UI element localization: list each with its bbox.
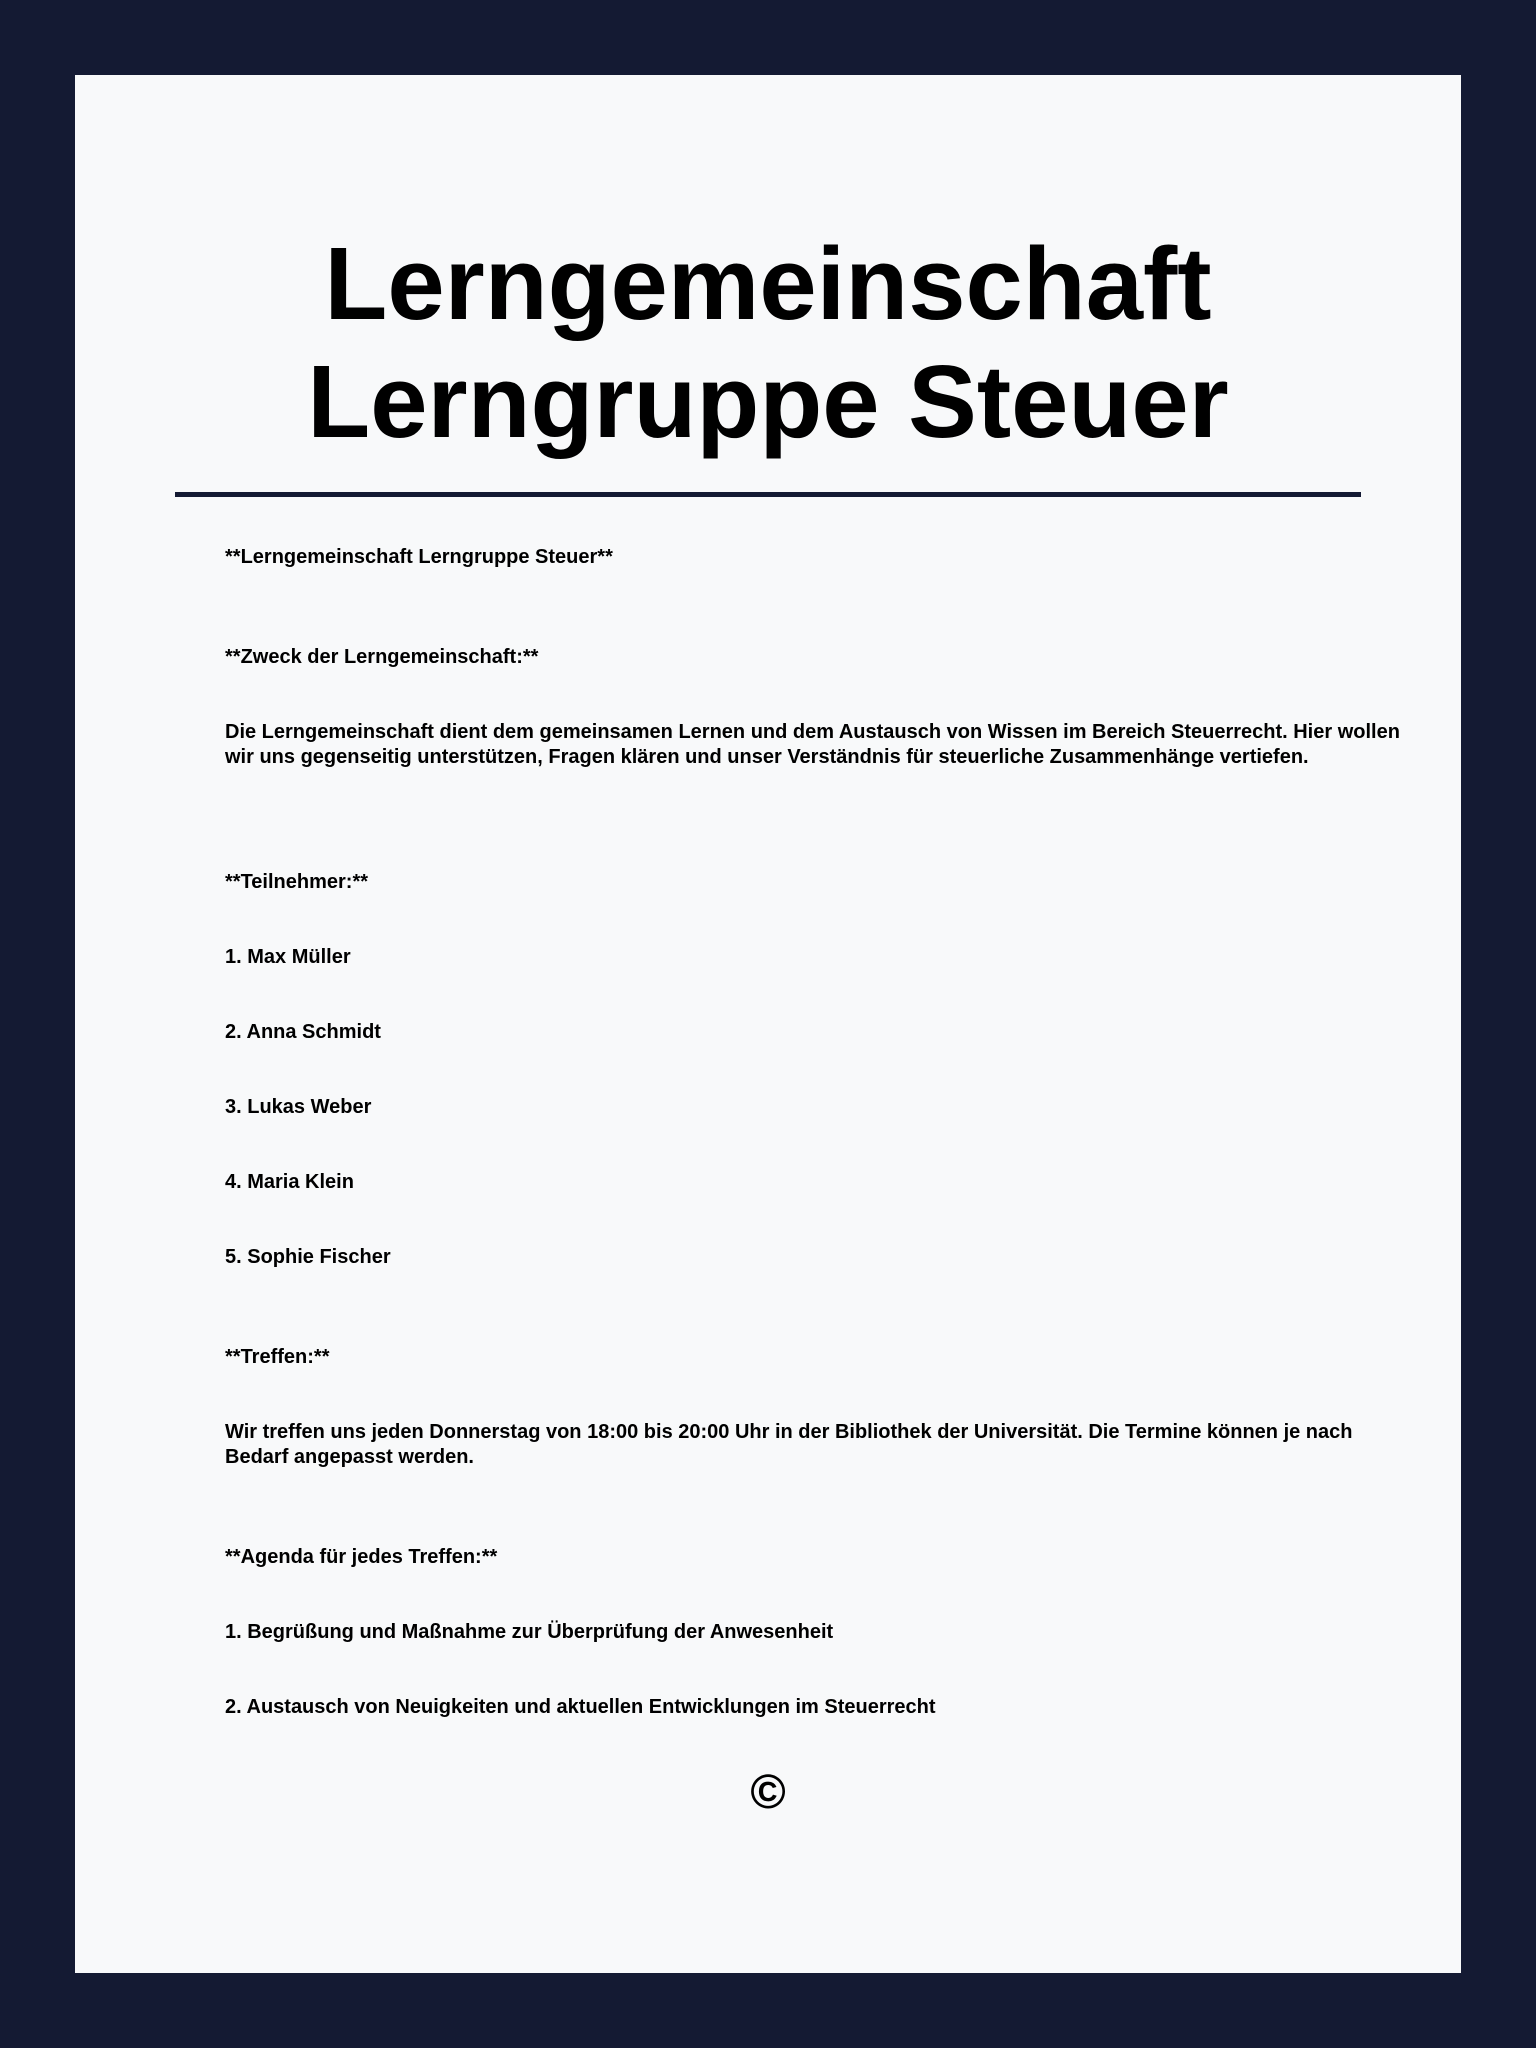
purpose-text: Die Lerngemeinschaft dient dem gemeinsamen Lernen und dem Austausch von Wissen im Bereich Steuerrecht. Hier wollen wir uns gegenseitig unterstützen, Fragen klären und unser Verständnis für steuerliche Zusammenhänge vertiefen. <box>225 721 1400 768</box>
document-page <box>75 75 1461 1973</box>
participant-item: 1. Max Müller <box>225 946 351 968</box>
participants-heading: **Teilnehmer:** <box>225 871 369 893</box>
participant-item: 5. Sophie Fischer <box>225 1246 391 1268</box>
agenda-item: 1. Begrüßung und Maßnahme zur Überprüfung der Anwesenheit <box>225 1621 834 1643</box>
participant-item: 4. Maria Klein <box>225 1171 354 1193</box>
title-line-2: Lerngruppe Steuer <box>307 344 1229 459</box>
document-heading: **Lerngemeinschaft Lerngruppe Steuer** <box>225 546 613 568</box>
participant-item: 3. Lukas Weber <box>225 1096 372 1118</box>
title-line-1: Lerngemeinschaft <box>324 226 1212 341</box>
agenda-item: 2. Austausch von Neuigkeiten und aktuellen Entwicklungen im Steuerrecht <box>225 1696 936 1718</box>
meetings-text: Wir treffen uns jeden Donnerstag von 18:00 bis 20:00 Uhr in der Bibliothek der Universität. Die Termine können je nach Bedarf angepasst werden. <box>225 1421 1353 1468</box>
purpose-heading: **Zweck der Lerngemeinschaft:** <box>225 646 539 668</box>
title-divider <box>175 492 1361 497</box>
copyright-symbol: © <box>750 1766 786 1819</box>
meetings-heading: **Treffen:** <box>225 1346 330 1368</box>
agenda-heading: **Agenda für jedes Treffen:** <box>225 1546 498 1568</box>
participant-item: 2. Anna Schmidt <box>225 1021 381 1043</box>
document-title <box>75 225 1461 461</box>
